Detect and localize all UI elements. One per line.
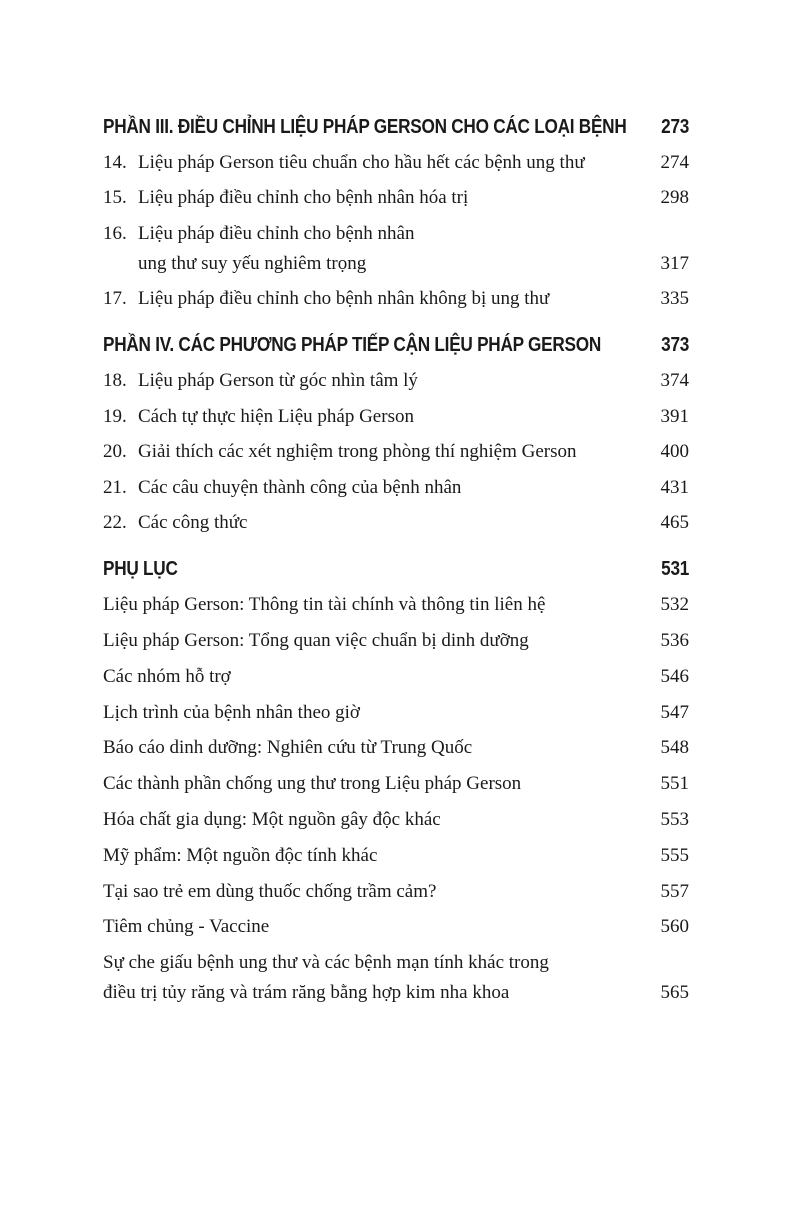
toc-entry <box>103 590 689 620</box>
entry-page-number: 431 <box>660 476 689 498</box>
entry-page-number: 548 <box>660 737 689 759</box>
entry-title: Các câu chuyện thành công của bệnh nhân <box>138 476 462 498</box>
entry-title: Báo cáo dinh dưỡng: Nghiên cứu từ Trung Quốc <box>103 737 473 759</box>
entry-page-number: 465 <box>660 512 689 534</box>
toc-entry <box>103 284 689 314</box>
entry-title: Các nhóm hỗ trợ <box>103 665 231 687</box>
entry-title: Liệu pháp điều chỉnh cho bệnh nhân hóa trị <box>138 187 469 209</box>
entry-title: Mỹ phẩm: Một nguồn độc tính khác <box>103 844 378 866</box>
entry-page-number: 274 <box>660 151 689 173</box>
entry-title: Các công thức <box>138 512 248 534</box>
entry-page-number: 546 <box>660 665 689 687</box>
entry-page-number: 317 <box>660 252 689 274</box>
section-heading <box>103 330 689 360</box>
entry-number: 17. <box>103 288 127 310</box>
section-title: PHỤ LỤC <box>103 558 178 581</box>
entry-title: Hóa chất gia dụng: Một nguồn gây độc khác <box>103 808 441 830</box>
entry-page-number: 536 <box>660 629 689 651</box>
toc-entry <box>103 698 689 728</box>
entry-page-number: 551 <box>660 773 689 795</box>
entry-title: Sự che giấu bệnh ung thư và các bệnh mạn tính khác trong điều trị tủy răng và trám răng bằng hợp kim nha khoa <box>103 952 549 1004</box>
entry-title: Các thành phần chống ung thư trong Liệu pháp Gerson <box>103 773 522 795</box>
entry-number: 20. <box>103 441 127 463</box>
entry-page-number: 557 <box>660 880 689 902</box>
toc-entry <box>103 437 689 467</box>
section-title: PHẦN III. ĐIỀU CHỈNH LIỆU PHÁP GERSON CHO CÁC LOẠI BỆNH <box>103 116 627 138</box>
toc-entry <box>103 733 689 763</box>
entry-page-number: 335 <box>660 288 689 310</box>
toc-entry <box>103 219 689 279</box>
toc-entry <box>103 626 689 656</box>
table-of-contents <box>103 112 689 1008</box>
entry-number: 19. <box>103 405 127 427</box>
entry-page-number: 400 <box>660 441 689 463</box>
entry-number: 18. <box>103 369 127 391</box>
toc-entry <box>103 769 689 799</box>
entry-page-number: 391 <box>660 405 689 427</box>
toc-section-part-3 <box>103 112 689 314</box>
toc-entry <box>103 912 689 942</box>
section-heading <box>103 112 689 142</box>
entry-page-number: 560 <box>660 916 689 938</box>
entry-page-number: 374 <box>660 369 689 391</box>
section-page-number: 273 <box>661 116 690 138</box>
entry-number: 15. <box>103 187 127 209</box>
toc-entry <box>103 473 689 503</box>
entry-page-number: 298 <box>660 187 689 209</box>
entry-title: Liệu pháp Gerson: Thông tin tài chính và thông tin liên hệ <box>103 594 546 616</box>
toc-entry <box>103 148 689 178</box>
entry-page-number: 547 <box>660 701 689 723</box>
section-heading <box>103 554 689 584</box>
entry-title: Tại sao trẻ em dùng thuốc chống trầm cảm? <box>103 880 437 902</box>
entry-title: Liệu pháp điều chỉnh cho bệnh nhân không bị ung thư <box>138 288 550 310</box>
toc-entry <box>103 183 689 213</box>
toc-entry <box>103 402 689 432</box>
entry-number: 22. <box>103 512 127 534</box>
entry-title: Liệu pháp điều chỉnh cho bệnh nhân ung thư suy yếu nghiêm trọng <box>138 222 415 274</box>
toc-section-appendix <box>103 554 689 1008</box>
entry-title: Tiêm chủng - Vaccine <box>103 916 270 938</box>
entry-title: Giải thích các xét nghiệm trong phòng thí nghiệm Gerson <box>138 441 577 463</box>
entry-title: Liệu pháp Gerson tiêu chuẩn cho hầu hết các bệnh ung thư <box>138 151 585 173</box>
entry-title: Lịch trình của bệnh nhân theo giờ <box>103 701 360 723</box>
entry-title: Liệu pháp Gerson từ góc nhìn tâm lý <box>138 369 418 391</box>
entry-page-number: 553 <box>660 808 689 830</box>
toc-entry <box>103 366 689 396</box>
toc-section-part-4 <box>103 330 689 538</box>
section-page-number: 373 <box>661 334 690 357</box>
toc-entry <box>103 877 689 907</box>
toc-entry <box>103 662 689 692</box>
entry-number: 14. <box>103 151 127 173</box>
section-title: PHẦN IV. CÁC PHƯƠNG PHÁP TIẾP CẬN LIỆU PHÁP GERSON <box>103 334 602 357</box>
toc-entry <box>103 841 689 871</box>
entry-title: Cách tự thực hiện Liệu pháp Gerson <box>138 405 414 427</box>
toc-entry <box>103 805 689 835</box>
entry-page-number: 565 <box>660 982 689 1004</box>
entry-title: Liệu pháp Gerson: Tổng quan việc chuẩn bị dinh dưỡng <box>103 629 529 651</box>
toc-entry <box>103 508 689 538</box>
entry-page-number: 532 <box>660 594 689 616</box>
section-page-number: 531 <box>661 558 690 581</box>
entry-page-number: 555 <box>660 844 689 866</box>
entry-number: 21. <box>103 476 127 498</box>
entry-number: 16. <box>103 222 127 244</box>
toc-entry <box>103 948 689 1008</box>
